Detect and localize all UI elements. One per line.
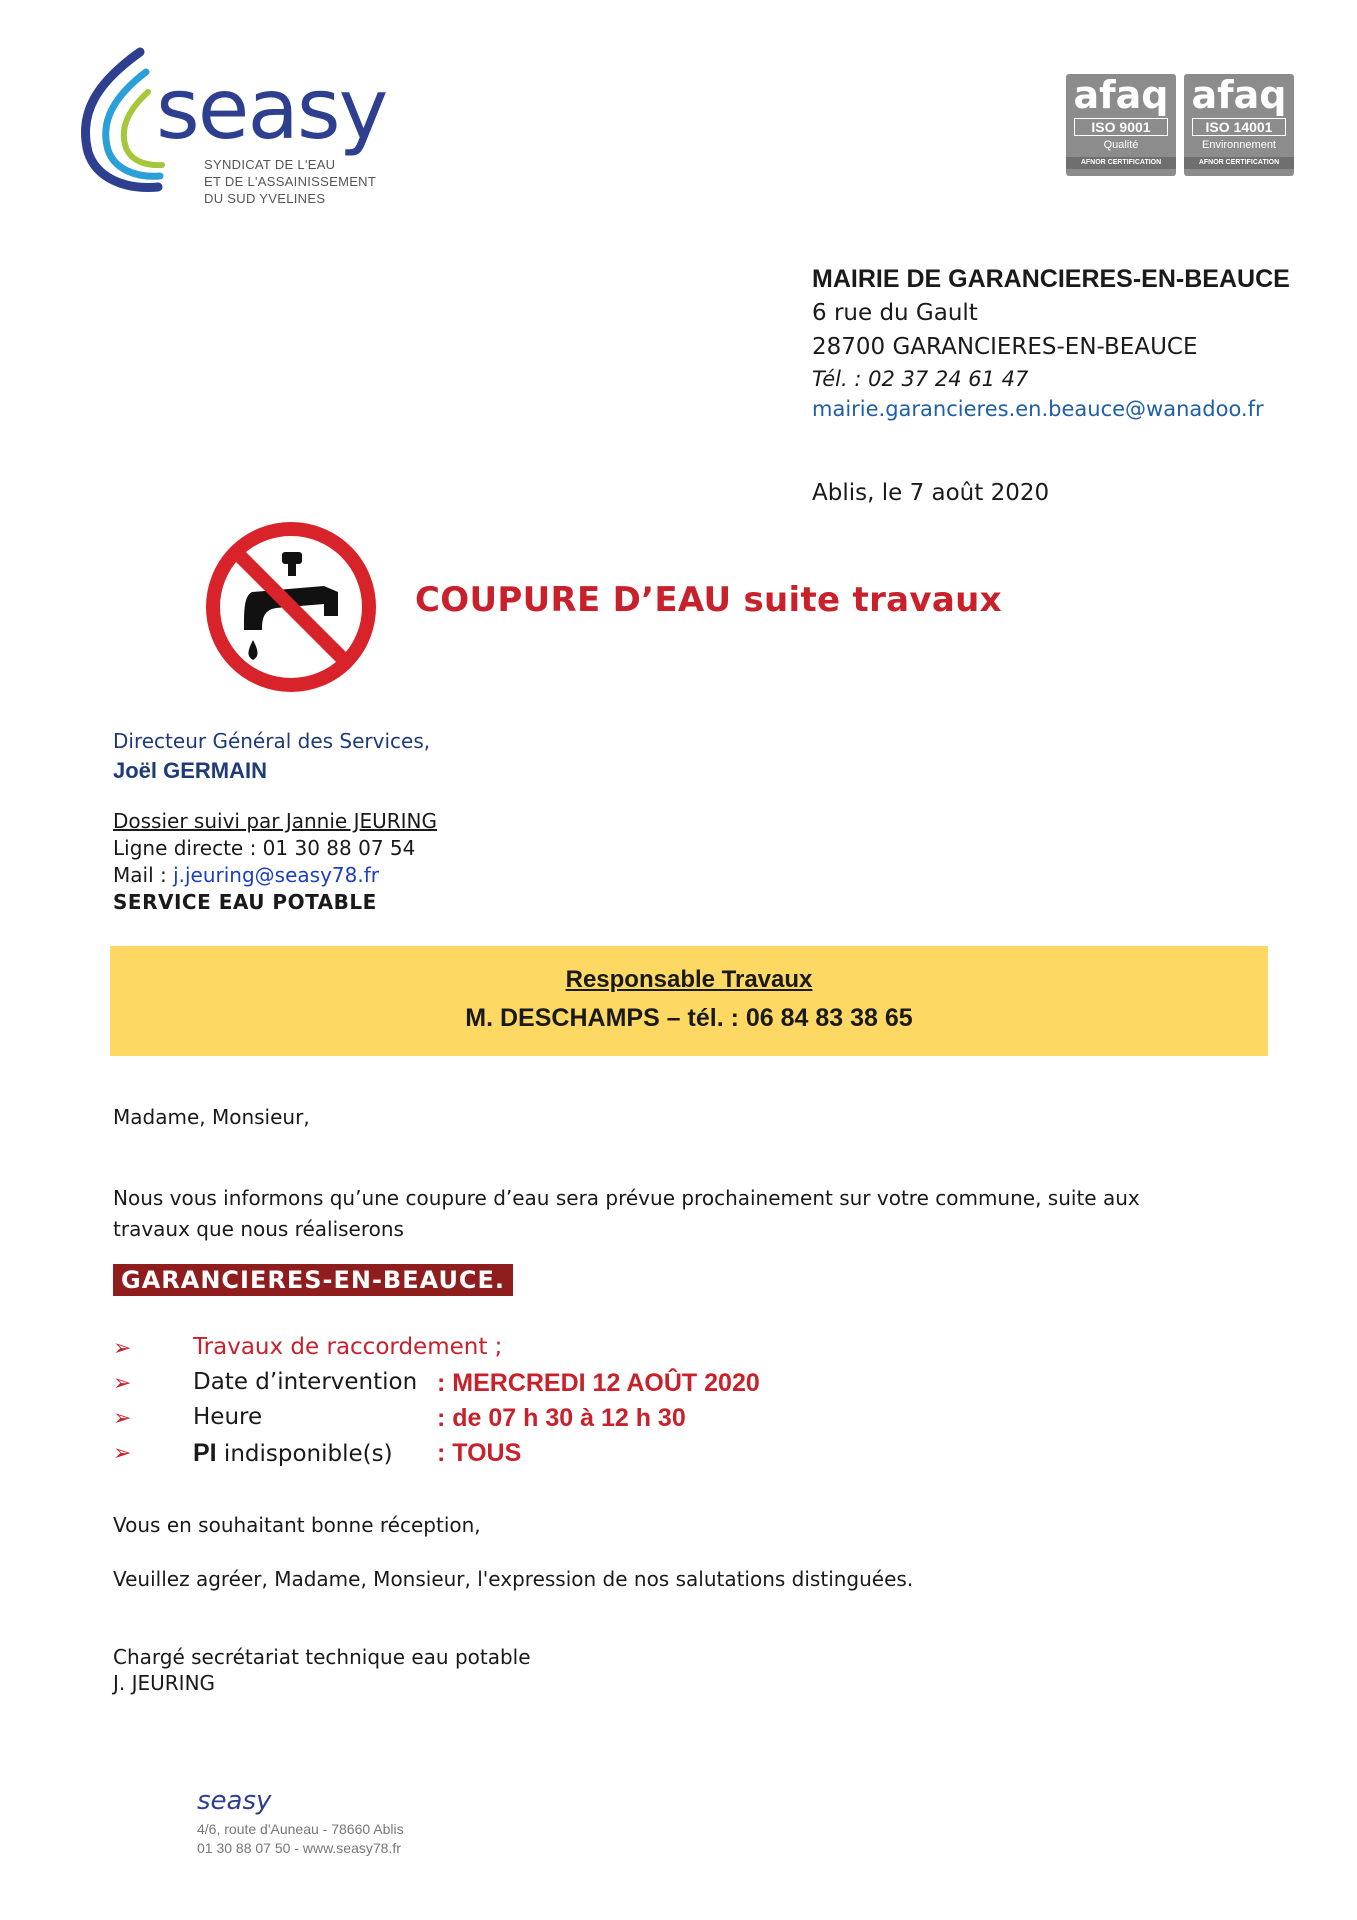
commune-label: GARANCIERES-EN-BEAUCE. bbox=[113, 1264, 513, 1296]
list-item: ➢ PI indisponible(s) : TOUS bbox=[113, 1439, 522, 1467]
recipient-street: 6 rue du Gault bbox=[812, 300, 978, 326]
direct-line: Ligne directe : 01 30 88 07 54 bbox=[113, 836, 416, 860]
arrow-bullet-icon: ➢ bbox=[113, 1371, 132, 1396]
service-name: SERVICE EAU POTABLE bbox=[113, 890, 377, 914]
arrow-bullet-icon: ➢ bbox=[113, 1336, 132, 1361]
arrow-bullet-icon: ➢ bbox=[113, 1406, 132, 1431]
sender-block bbox=[113, 726, 713, 916]
list-item: ➢ Date d’intervention : MERCREDI 12 AOÛT 2020 bbox=[113, 1369, 760, 1397]
greeting: Madame, Monsieur, bbox=[113, 1105, 310, 1129]
sender-name: Joël GERMAIN bbox=[113, 758, 268, 783]
banner-contact: M. DESCHAMPS – tél. : 06 84 83 38 65 bbox=[465, 1004, 913, 1032]
signature bbox=[113, 1644, 531, 1696]
works-manager-banner bbox=[110, 946, 1268, 1056]
afaq-iso-14001-badge: afaq ISO 14001 Environnement AFNOR CERTIFICATION bbox=[1184, 74, 1294, 176]
recipient-email-link[interactable]: mairie.garancieres.en.beauce@wanadoo.fr bbox=[812, 397, 1264, 421]
recipient-phone: Tél. : 02 37 24 61 47 bbox=[812, 367, 1029, 391]
no-water-tap-icon bbox=[204, 520, 378, 694]
footer bbox=[197, 1786, 404, 1858]
seasy-logo bbox=[78, 42, 418, 212]
logo-wordmark: seasy bbox=[156, 60, 387, 158]
recipient-name: MAIRIE DE GARANCIERES-EN-BEAUCE bbox=[812, 265, 1290, 293]
closing-line-1: Vous en souhaitant bonne réception, bbox=[113, 1513, 481, 1537]
mail-line: Mail : j.jeuring@seasy78.fr bbox=[113, 863, 379, 887]
intro-paragraph: Nous vous informons qu’une coupure d’eau sera prévue prochainement sur votre commune, suite aux travaux que nous réaliserons bbox=[113, 1186, 1140, 1241]
recipient-city: 28700 GARANCIERES-EN-BEAUCE bbox=[812, 334, 1198, 360]
signature-name: J. JEURING bbox=[113, 1671, 216, 1695]
list-item: ➢ Travaux de raccordement ; bbox=[113, 1334, 503, 1361]
afaq-iso-9001-badge: afaq ISO 9001 Qualité AFNOR CERTIFICATION bbox=[1066, 74, 1176, 176]
list-item: ➢ Heure : de 07 h 30 à 12 h 30 bbox=[113, 1404, 686, 1432]
notice-title: COUPURE D’EAU suite travaux bbox=[415, 580, 1002, 620]
closing-line-2: Veuillez agréer, Madame, Monsieur, l'expression de nos salutations distinguées. bbox=[113, 1567, 914, 1591]
dossier-line: Dossier suivi par Jannie JEURING bbox=[113, 809, 438, 833]
arrow-bullet-icon: ➢ bbox=[113, 1441, 132, 1466]
sender-email-link[interactable]: j.jeuring@seasy78.fr bbox=[173, 863, 379, 887]
footer-contact: 01 30 88 07 50 - www.seasy78.fr bbox=[197, 1840, 401, 1856]
footer-address: 4/6, route d'Auneau - 78660 Ablis bbox=[197, 1821, 404, 1837]
details-list bbox=[113, 1334, 1013, 1474]
banner-title: Responsable Travaux bbox=[565, 966, 813, 993]
signature-role: Chargé secrétariat technique eau potable bbox=[113, 1645, 531, 1669]
recipient-address bbox=[812, 262, 1332, 424]
sender-role: Directeur Général des Services, bbox=[113, 729, 431, 753]
footer-logo: seasy bbox=[197, 1786, 272, 1816]
date-line: Ablis, le 7 août 2020 bbox=[812, 480, 1050, 506]
logo-subtitle: SYNDICAT DE L'EAU ET DE L'ASSAINISSEMENT DU SUD YVELINES bbox=[204, 157, 377, 206]
